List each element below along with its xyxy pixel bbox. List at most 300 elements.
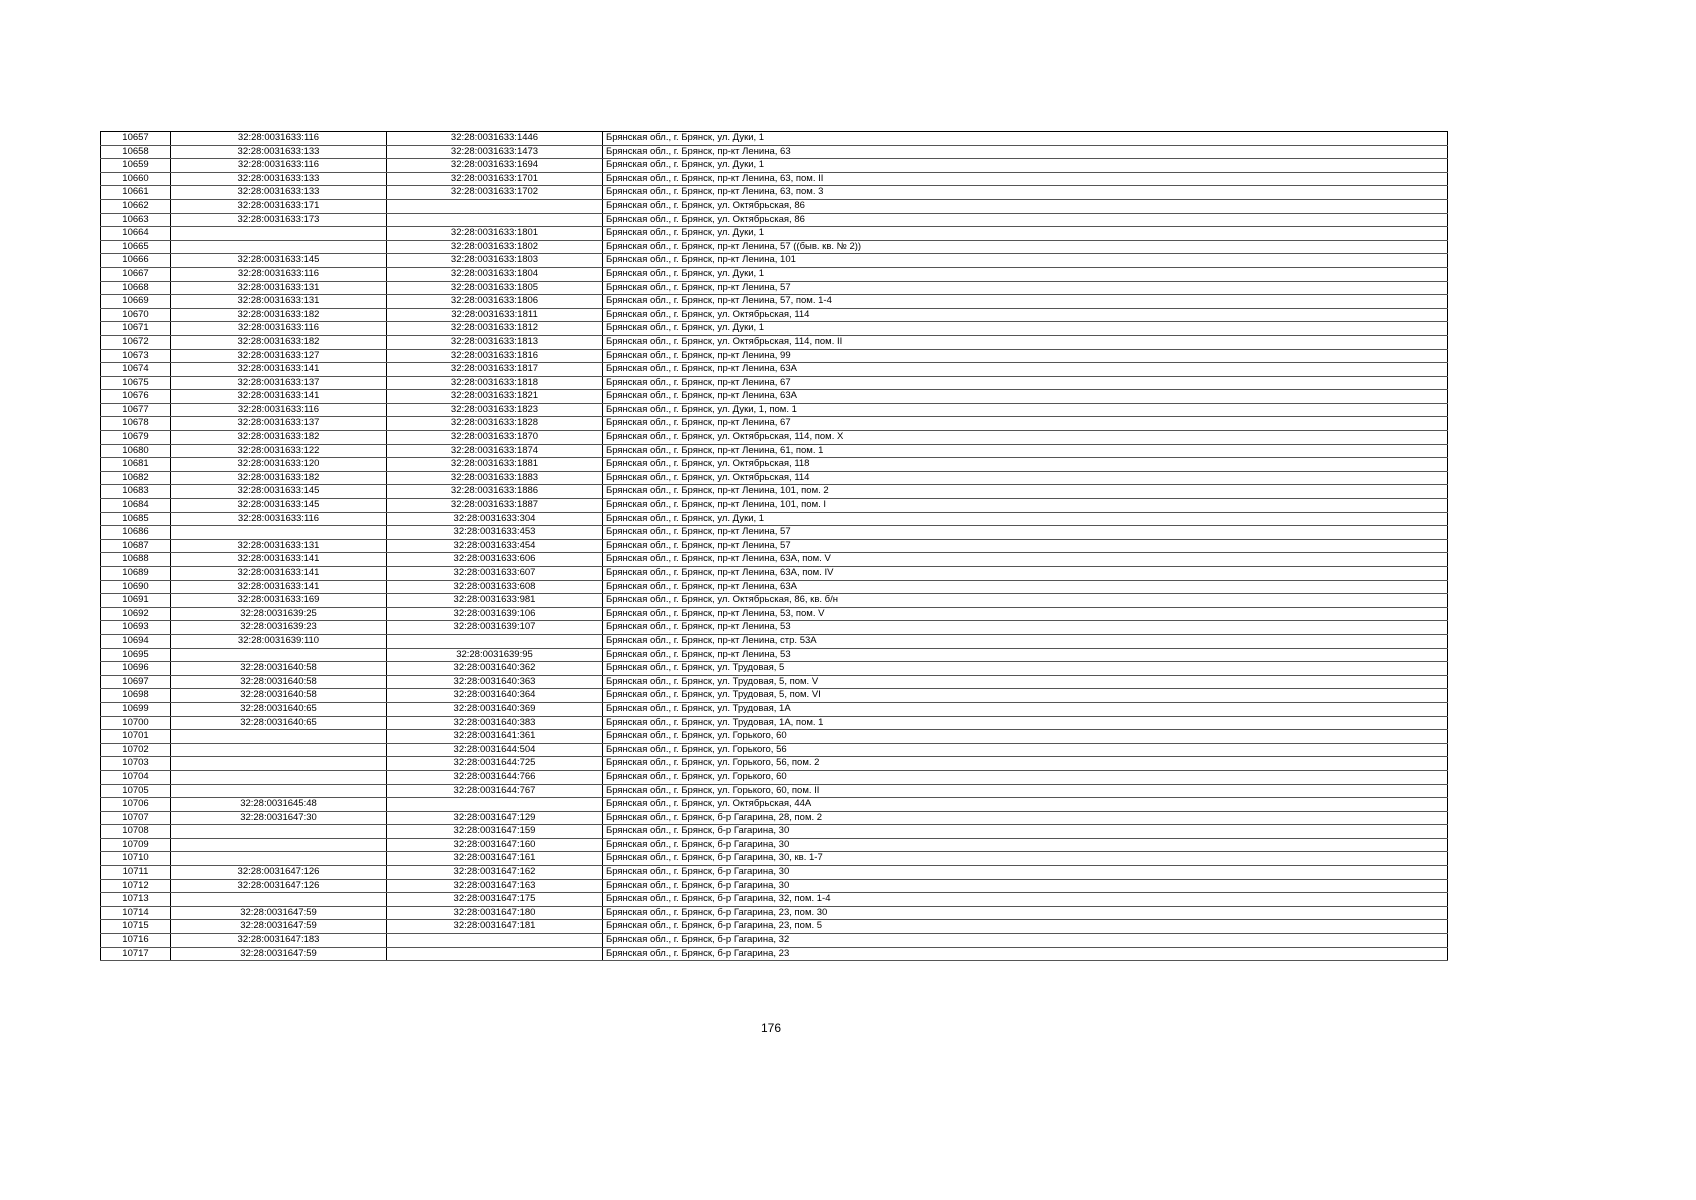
- table-row: [101, 417, 1448, 431]
- row-number-cell: 10695: [101, 648, 171, 662]
- row-number-cell: 10705: [101, 784, 171, 798]
- address-cell: Брянская обл., г. Брянск, пр-кт Ленина, 63: [603, 145, 1448, 159]
- object-number-cell: 32:28:0031633:1828: [387, 417, 603, 431]
- object-number-cell: 32:28:0031633:1886: [387, 485, 603, 499]
- object-number-cell: [387, 634, 603, 648]
- row-number-cell: 10698: [101, 689, 171, 703]
- table-row: [101, 240, 1448, 254]
- parcel-number-cell: 32:28:0031647:126: [171, 866, 387, 880]
- object-number-cell: 32:28:0031640:369: [387, 702, 603, 716]
- object-number-cell: 32:28:0031640:383: [387, 716, 603, 730]
- object-number-cell: 32:28:0031633:453: [387, 526, 603, 540]
- address-cell: Брянская обл., г. Брянск, б-р Гагарина, 30: [603, 825, 1448, 839]
- parcel-number-cell: 32:28:0031633:133: [171, 172, 387, 186]
- row-number-cell: 10699: [101, 702, 171, 716]
- object-number-cell: 32:28:0031633:1806: [387, 295, 603, 309]
- table-row: [101, 716, 1448, 730]
- table-row: [101, 784, 1448, 798]
- object-number-cell: 32:28:0031633:981: [387, 594, 603, 608]
- row-number-cell: 10663: [101, 213, 171, 227]
- parcel-number-cell: 32:28:0031640:58: [171, 675, 387, 689]
- row-number-cell: 10689: [101, 567, 171, 581]
- parcel-number-cell: 32:28:0031645:48: [171, 798, 387, 812]
- address-cell: Брянская обл., г. Брянск, ул. Горького, 56, пом. 2: [603, 757, 1448, 771]
- row-number-cell: 10681: [101, 458, 171, 472]
- address-cell: Брянская обл., г. Брянск, б-р Гагарина, 30: [603, 838, 1448, 852]
- object-number-cell: 32:28:0031647:162: [387, 866, 603, 880]
- address-cell: Брянская обл., г. Брянск, ул. Дуки, 1: [603, 322, 1448, 336]
- row-number-cell: 10666: [101, 254, 171, 268]
- parcel-number-cell: 32:28:0031633:131: [171, 281, 387, 295]
- table-row: [101, 689, 1448, 703]
- address-cell: Брянская обл., г. Брянск, пр-кт Ленина, 57, пом. 1-4: [603, 295, 1448, 309]
- table-row: [101, 267, 1448, 281]
- object-number-cell: [387, 213, 603, 227]
- parcel-number-cell: 32:28:0031633:116: [171, 322, 387, 336]
- address-cell: Брянская обл., г. Брянск, ул. Трудовая, 1А, пом. 1: [603, 716, 1448, 730]
- table-row: [101, 132, 1448, 146]
- table-row: [101, 431, 1448, 445]
- address-cell: Брянская обл., г. Брянск, б-р Гагарина, 32, пом. 1-4: [603, 893, 1448, 907]
- row-number-cell: 10712: [101, 879, 171, 893]
- object-number-cell: 32:28:0031644:766: [387, 770, 603, 784]
- object-number-cell: 32:28:0031647:180: [387, 906, 603, 920]
- parcel-number-cell: 32:28:0031633:133: [171, 145, 387, 159]
- object-number-cell: 32:28:0031640:363: [387, 675, 603, 689]
- row-number-cell: 10682: [101, 471, 171, 485]
- row-number-cell: 10680: [101, 444, 171, 458]
- parcel-number-cell: 32:28:0031633:131: [171, 295, 387, 309]
- object-number-cell: 32:28:0031633:1818: [387, 376, 603, 390]
- object-number-cell: 32:28:0031633:1473: [387, 145, 603, 159]
- object-number-cell: 32:28:0031644:725: [387, 757, 603, 771]
- address-cell: Брянская обл., г. Брянск, б-р Гагарина, 23, пом. 30: [603, 906, 1448, 920]
- parcel-number-cell: 32:28:0031633:169: [171, 594, 387, 608]
- object-number-cell: 32:28:0031633:1803: [387, 254, 603, 268]
- parcel-number-cell: [171, 770, 387, 784]
- object-number-cell: 32:28:0031633:1870: [387, 431, 603, 445]
- table-row: [101, 213, 1448, 227]
- row-number-cell: 10673: [101, 349, 171, 363]
- row-number-cell: 10708: [101, 825, 171, 839]
- object-number-cell: 32:28:0031633:1804: [387, 267, 603, 281]
- address-cell: Брянская обл., г. Брянск, пр-кт Ленина, 67: [603, 417, 1448, 431]
- table-row: [101, 335, 1448, 349]
- row-number-cell: 10671: [101, 322, 171, 336]
- address-cell: Брянская обл., г. Брянск, пр-кт Ленина, 63А, пом. IV: [603, 567, 1448, 581]
- address-cell: Брянская обл., г. Брянск, ул. Октябрьская, 118: [603, 458, 1448, 472]
- address-cell: Брянская обл., г. Брянск, ул. Горького, 60, пом. II: [603, 784, 1448, 798]
- address-cell: Брянская обл., г. Брянск, пр-кт Ленина, 67: [603, 376, 1448, 390]
- object-number-cell: 32:28:0031633:1446: [387, 132, 603, 146]
- object-number-cell: 32:28:0031633:1801: [387, 227, 603, 241]
- row-number-cell: 10703: [101, 757, 171, 771]
- table-row: [101, 580, 1448, 594]
- table-row: [101, 539, 1448, 553]
- object-number-cell: 32:28:0031633:454: [387, 539, 603, 553]
- row-number-cell: 10686: [101, 526, 171, 540]
- address-cell: Брянская обл., г. Брянск, пр-кт Ленина, 53, пом. V: [603, 607, 1448, 621]
- parcel-number-cell: [171, 240, 387, 254]
- parcel-number-cell: 32:28:0031640:58: [171, 662, 387, 676]
- parcel-number-cell: [171, 825, 387, 839]
- parcel-number-cell: 32:28:0031633:141: [171, 390, 387, 404]
- object-number-cell: 32:28:0031633:1816: [387, 349, 603, 363]
- table-row: [101, 526, 1448, 540]
- row-number-cell: 10676: [101, 390, 171, 404]
- address-cell: Брянская обл., г. Брянск, ул. Трудовая, 5, пом. V: [603, 675, 1448, 689]
- object-number-cell: 32:28:0031633:607: [387, 567, 603, 581]
- parcel-number-cell: 32:28:0031633:182: [171, 335, 387, 349]
- parcel-number-cell: 32:28:0031633:133: [171, 186, 387, 200]
- address-cell: Брянская обл., г. Брянск, пр-кт Ленина, 57: [603, 526, 1448, 540]
- row-number-cell: 10702: [101, 743, 171, 757]
- parcel-number-cell: 32:28:0031633:116: [171, 267, 387, 281]
- row-number-cell: 10707: [101, 811, 171, 825]
- table-row: [101, 295, 1448, 309]
- table-row: [101, 376, 1448, 390]
- parcel-number-cell: 32:28:0031633:122: [171, 444, 387, 458]
- table-row: [101, 730, 1448, 744]
- table-row: [101, 349, 1448, 363]
- address-cell: Брянская обл., г. Брянск, пр-кт Ленина, 57: [603, 281, 1448, 295]
- row-number-cell: 10714: [101, 906, 171, 920]
- parcel-number-cell: 32:28:0031633:182: [171, 471, 387, 485]
- row-number-cell: 10717: [101, 947, 171, 961]
- object-number-cell: 32:28:0031644:767: [387, 784, 603, 798]
- table-row: [101, 702, 1448, 716]
- table-row: [101, 499, 1448, 513]
- parcel-number-cell: [171, 838, 387, 852]
- object-number-cell: 32:28:0031633:1701: [387, 172, 603, 186]
- address-cell: Брянская обл., г. Брянск, пр-кт Ленина, стр. 53А: [603, 634, 1448, 648]
- parcel-number-cell: 32:28:0031633:145: [171, 485, 387, 499]
- row-number-cell: 10694: [101, 634, 171, 648]
- object-number-cell: 32:28:0031647:129: [387, 811, 603, 825]
- object-number-cell: 32:28:0031644:504: [387, 743, 603, 757]
- row-number-cell: 10665: [101, 240, 171, 254]
- address-cell: Брянская обл., г. Брянск, б-р Гагарина, 30, кв. 1-7: [603, 852, 1448, 866]
- table-row: [101, 838, 1448, 852]
- address-cell: Брянская обл., г. Брянск, б-р Гагарина, 23: [603, 947, 1448, 961]
- parcel-number-cell: 32:28:0031633:182: [171, 431, 387, 445]
- table-row: [101, 934, 1448, 948]
- address-cell: Брянская обл., г. Брянск, пр-кт Ленина, 63А, пом. V: [603, 553, 1448, 567]
- table-row: [101, 458, 1448, 472]
- parcel-number-cell: 32:28:0031633:141: [171, 580, 387, 594]
- row-number-cell: 10711: [101, 866, 171, 880]
- address-cell: Брянская обл., г. Брянск, ул. Трудовая, 1А: [603, 702, 1448, 716]
- table-row: [101, 893, 1448, 907]
- address-cell: Брянская обл., г. Брянск, ул. Октябрьская, 114: [603, 308, 1448, 322]
- row-number-cell: 10684: [101, 499, 171, 513]
- address-cell: Брянская обл., г. Брянск, б-р Гагарина, 30: [603, 866, 1448, 880]
- row-number-cell: 10664: [101, 227, 171, 241]
- row-number-cell: 10670: [101, 308, 171, 322]
- object-number-cell: [387, 199, 603, 213]
- parcel-number-cell: 32:28:0031633:141: [171, 567, 387, 581]
- object-number-cell: 32:28:0031639:95: [387, 648, 603, 662]
- table-row: [101, 159, 1448, 173]
- address-cell: Брянская обл., г. Брянск, ул. Дуки, 1: [603, 159, 1448, 173]
- object-number-cell: 32:28:0031647:181: [387, 920, 603, 934]
- object-number-cell: 32:28:0031647:160: [387, 838, 603, 852]
- table-row: [101, 662, 1448, 676]
- address-cell: Брянская обл., г. Брянск, пр-кт Ленина, 61, пом. 1: [603, 444, 1448, 458]
- table-row: [101, 648, 1448, 662]
- row-number-cell: 10688: [101, 553, 171, 567]
- table-row: [101, 444, 1448, 458]
- object-number-cell: 32:28:0031633:1813: [387, 335, 603, 349]
- table-row: [101, 852, 1448, 866]
- object-number-cell: 32:28:0031647:175: [387, 893, 603, 907]
- parcel-number-cell: 32:28:0031633:116: [171, 403, 387, 417]
- table-row: [101, 634, 1448, 648]
- row-number-cell: 10658: [101, 145, 171, 159]
- parcel-number-cell: 32:28:0031633:141: [171, 553, 387, 567]
- table-row: [101, 281, 1448, 295]
- row-number-cell: 10674: [101, 363, 171, 377]
- address-cell: Брянская обл., г. Брянск, ул. Октябрьская, 114: [603, 471, 1448, 485]
- table-row: [101, 308, 1448, 322]
- address-cell: Брянская обл., г. Брянск, ул. Дуки, 1: [603, 227, 1448, 241]
- address-cell: Брянская обл., г. Брянск, б-р Гагарина, 23, пом. 5: [603, 920, 1448, 934]
- table-row: [101, 906, 1448, 920]
- parcel-number-cell: 32:28:0031633:145: [171, 254, 387, 268]
- address-cell: Брянская обл., г. Брянск, ул. Дуки, 1: [603, 512, 1448, 526]
- table-row: [101, 172, 1448, 186]
- object-number-cell: 32:28:0031647:159: [387, 825, 603, 839]
- object-number-cell: 32:28:0031633:1823: [387, 403, 603, 417]
- table-row: [101, 186, 1448, 200]
- row-number-cell: 10685: [101, 512, 171, 526]
- parcel-number-cell: [171, 648, 387, 662]
- object-number-cell: 32:28:0031633:1821: [387, 390, 603, 404]
- parcel-number-cell: [171, 730, 387, 744]
- address-cell: Брянская обл., г. Брянск, пр-кт Ленина, 63А: [603, 363, 1448, 377]
- address-cell: Брянская обл., г. Брянск, пр-кт Ленина, 63, пом. II: [603, 172, 1448, 186]
- row-number-cell: 10706: [101, 798, 171, 812]
- address-cell: Брянская обл., г. Брянск, пр-кт Ленина, 101: [603, 254, 1448, 268]
- registry-table-body: [101, 132, 1448, 961]
- row-number-cell: 10693: [101, 621, 171, 635]
- address-cell: Брянская обл., г. Брянск, пр-кт Ленина, 63А: [603, 390, 1448, 404]
- table-row: [101, 254, 1448, 268]
- address-cell: Брянская обл., г. Брянск, ул. Октябрьская, 114, пом. X: [603, 431, 1448, 445]
- table-row: [101, 322, 1448, 336]
- table-row: [101, 947, 1448, 961]
- object-number-cell: 32:28:0031633:606: [387, 553, 603, 567]
- table-row: [101, 403, 1448, 417]
- table-row: [101, 199, 1448, 213]
- row-number-cell: 10657: [101, 132, 171, 146]
- table-row: [101, 675, 1448, 689]
- row-number-cell: 10691: [101, 594, 171, 608]
- parcel-number-cell: 32:28:0031633:145: [171, 499, 387, 513]
- object-number-cell: 32:28:0031633:1817: [387, 363, 603, 377]
- object-number-cell: 32:28:0031641:361: [387, 730, 603, 744]
- row-number-cell: 10710: [101, 852, 171, 866]
- parcel-number-cell: 32:28:0031640:58: [171, 689, 387, 703]
- row-number-cell: 10679: [101, 431, 171, 445]
- row-number-cell: 10715: [101, 920, 171, 934]
- object-number-cell: 32:28:0031633:608: [387, 580, 603, 594]
- address-cell: Брянская обл., г. Брянск, б-р Гагарина, 32: [603, 934, 1448, 948]
- address-cell: Брянская обл., г. Брянск, ул. Трудовая, 5: [603, 662, 1448, 676]
- table-row: [101, 811, 1448, 825]
- row-number-cell: 10696: [101, 662, 171, 676]
- object-number-cell: 32:28:0031647:163: [387, 879, 603, 893]
- table-row: [101, 512, 1448, 526]
- parcel-number-cell: 32:28:0031639:23: [171, 621, 387, 635]
- table-row: [101, 607, 1448, 621]
- object-number-cell: 32:28:0031633:1802: [387, 240, 603, 254]
- row-number-cell: 10668: [101, 281, 171, 295]
- object-number-cell: [387, 798, 603, 812]
- row-number-cell: 10675: [101, 376, 171, 390]
- row-number-cell: 10709: [101, 838, 171, 852]
- parcel-number-cell: [171, 784, 387, 798]
- object-number-cell: 32:28:0031640:364: [387, 689, 603, 703]
- parcel-number-cell: 32:28:0031633:116: [171, 512, 387, 526]
- address-cell: Брянская обл., г. Брянск, ул. Октябрьская, 44А: [603, 798, 1448, 812]
- object-number-cell: 32:28:0031633:1887: [387, 499, 603, 513]
- object-number-cell: 32:28:0031633:304: [387, 512, 603, 526]
- object-number-cell: 32:28:0031647:161: [387, 852, 603, 866]
- table-row: [101, 879, 1448, 893]
- parcel-number-cell: 32:28:0031647:126: [171, 879, 387, 893]
- address-cell: Брянская обл., г. Брянск, б-р Гагарина, 28, пом. 2: [603, 811, 1448, 825]
- address-cell: Брянская обл., г. Брянск, пр-кт Ленина, 57 ((быв. кв. № 2)): [603, 240, 1448, 254]
- row-number-cell: 10690: [101, 580, 171, 594]
- parcel-number-cell: 32:28:0031647:59: [171, 920, 387, 934]
- row-number-cell: 10716: [101, 934, 171, 948]
- row-number-cell: 10683: [101, 485, 171, 499]
- address-cell: Брянская обл., г. Брянск, ул. Трудовая, 5, пом. VI: [603, 689, 1448, 703]
- parcel-number-cell: [171, 893, 387, 907]
- parcel-number-cell: 32:28:0031640:65: [171, 702, 387, 716]
- parcel-number-cell: 32:28:0031633:141: [171, 363, 387, 377]
- parcel-number-cell: [171, 757, 387, 771]
- parcel-number-cell: 32:28:0031639:110: [171, 634, 387, 648]
- row-number-cell: 10662: [101, 199, 171, 213]
- parcel-number-cell: 32:28:0031647:30: [171, 811, 387, 825]
- address-cell: Брянская обл., г. Брянск, пр-кт Ленина, 101, пом. I: [603, 499, 1448, 513]
- parcel-number-cell: 32:28:0031639:25: [171, 607, 387, 621]
- table-row: [101, 390, 1448, 404]
- parcel-number-cell: 32:28:0031633:120: [171, 458, 387, 472]
- table-row: [101, 485, 1448, 499]
- object-number-cell: [387, 947, 603, 961]
- parcel-number-cell: 32:28:0031633:137: [171, 376, 387, 390]
- registry-table: [100, 131, 1448, 961]
- parcel-number-cell: 32:28:0031647:183: [171, 934, 387, 948]
- table-row: [101, 743, 1448, 757]
- parcel-number-cell: 32:28:0031647:59: [171, 906, 387, 920]
- row-number-cell: 10692: [101, 607, 171, 621]
- address-cell: Брянская обл., г. Брянск, пр-кт Ленина, 57: [603, 539, 1448, 553]
- object-number-cell: 32:28:0031633:1881: [387, 458, 603, 472]
- address-cell: Брянская обл., г. Брянск, пр-кт Ленина, 101, пом. 2: [603, 485, 1448, 499]
- object-number-cell: 32:28:0031633:1883: [387, 471, 603, 485]
- object-number-cell: [387, 934, 603, 948]
- table-row: [101, 594, 1448, 608]
- row-number-cell: 10678: [101, 417, 171, 431]
- address-cell: Брянская обл., г. Брянск, пр-кт Ленина, 63, пом. 3: [603, 186, 1448, 200]
- row-number-cell: 10659: [101, 159, 171, 173]
- row-number-cell: 10669: [101, 295, 171, 309]
- object-number-cell: 32:28:0031633:1805: [387, 281, 603, 295]
- row-number-cell: 10672: [101, 335, 171, 349]
- address-cell: Брянская обл., г. Брянск, ул. Горького, 60: [603, 770, 1448, 784]
- address-cell: Брянская обл., г. Брянск, ул. Дуки, 1, пом. 1: [603, 403, 1448, 417]
- object-number-cell: 32:28:0031633:1694: [387, 159, 603, 173]
- parcel-number-cell: 32:28:0031640:65: [171, 716, 387, 730]
- object-number-cell: 32:28:0031640:362: [387, 662, 603, 676]
- row-number-cell: 10667: [101, 267, 171, 281]
- table-row: [101, 227, 1448, 241]
- parcel-number-cell: [171, 852, 387, 866]
- parcel-number-cell: 32:28:0031633:116: [171, 159, 387, 173]
- parcel-number-cell: [171, 526, 387, 540]
- row-number-cell: 10713: [101, 893, 171, 907]
- parcel-number-cell: [171, 227, 387, 241]
- object-number-cell: 32:28:0031639:107: [387, 621, 603, 635]
- table-row: [101, 145, 1448, 159]
- parcel-number-cell: 32:28:0031633:171: [171, 199, 387, 213]
- row-number-cell: 10677: [101, 403, 171, 417]
- row-number-cell: 10700: [101, 716, 171, 730]
- table-row: [101, 866, 1448, 880]
- row-number-cell: 10697: [101, 675, 171, 689]
- table-row: [101, 920, 1448, 934]
- table-row: [101, 471, 1448, 485]
- address-cell: Брянская обл., г. Брянск, б-р Гагарина, 30: [603, 879, 1448, 893]
- table-row: [101, 825, 1448, 839]
- table-row: [101, 363, 1448, 377]
- row-number-cell: 10701: [101, 730, 171, 744]
- row-number-cell: 10661: [101, 186, 171, 200]
- address-cell: Брянская обл., г. Брянск, ул. Октябрьская, 86, кв. б/н: [603, 594, 1448, 608]
- page-number: 176: [760, 1021, 782, 1035]
- parcel-number-cell: 32:28:0031633:137: [171, 417, 387, 431]
- parcel-number-cell: 32:28:0031633:182: [171, 308, 387, 322]
- table-row: [101, 770, 1448, 784]
- address-cell: Брянская обл., г. Брянск, пр-кт Ленина, 53: [603, 648, 1448, 662]
- table-row: [101, 553, 1448, 567]
- object-number-cell: 32:28:0031633:1874: [387, 444, 603, 458]
- parcel-number-cell: 32:28:0031633:173: [171, 213, 387, 227]
- address-cell: Брянская обл., г. Брянск, ул. Октябрьская, 86: [603, 199, 1448, 213]
- parcel-number-cell: 32:28:0031647:59: [171, 947, 387, 961]
- table-row: [101, 621, 1448, 635]
- table-row: [101, 567, 1448, 581]
- table-row: [101, 798, 1448, 812]
- address-cell: Брянская обл., г. Брянск, пр-кт Ленина, 63А: [603, 580, 1448, 594]
- parcel-number-cell: 32:28:0031633:127: [171, 349, 387, 363]
- object-number-cell: 32:28:0031633:1702: [387, 186, 603, 200]
- address-cell: Брянская обл., г. Брянск, ул. Октябрьская, 114, пом. II: [603, 335, 1448, 349]
- row-number-cell: 10704: [101, 770, 171, 784]
- address-cell: Брянская обл., г. Брянск, ул. Октябрьская, 86: [603, 213, 1448, 227]
- address-cell: Брянская обл., г. Брянск, пр-кт Ленина, 99: [603, 349, 1448, 363]
- parcel-number-cell: [171, 743, 387, 757]
- address-cell: Брянская обл., г. Брянск, ул. Горького, 60: [603, 730, 1448, 744]
- address-cell: Брянская обл., г. Брянск, ул. Горького, 56: [603, 743, 1448, 757]
- parcel-number-cell: 32:28:0031633:131: [171, 539, 387, 553]
- table-row: [101, 757, 1448, 771]
- object-number-cell: 32:28:0031633:1812: [387, 322, 603, 336]
